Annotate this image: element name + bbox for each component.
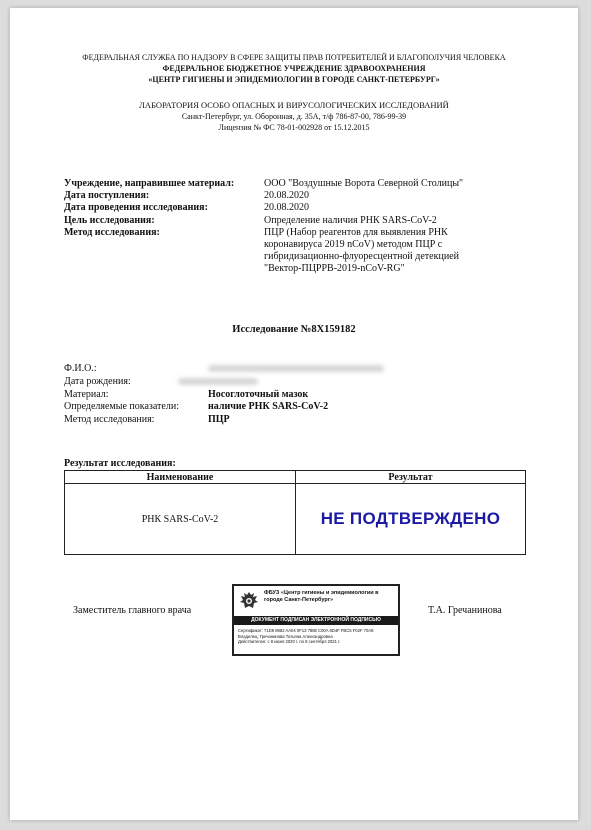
eagle-emblem-icon (238, 590, 260, 612)
info-label: Цель исследования: (64, 214, 155, 226)
result-header-row (65, 471, 526, 484)
patient-row (64, 389, 534, 402)
header-institution: ФЕДЕРАЛЬНОЕ БЮДЖЕТНОЕ УЧРЕЖДЕНИЕ ЗДРАВООХРАНЕНИЯ (162, 64, 426, 73)
result-value: НЕ ПОДТВЕРЖДЕНО (320, 509, 501, 528)
stamp-organization: ФБУЗ «Центр гигиены и эпидемиологии в городе Санкт-Петербург» (264, 590, 379, 603)
stamp-certificate: Сертификат: 71D9 8982 AA04 0F13 7886 C00A 6D4F FBC5 F02F 70A8 (238, 628, 374, 633)
info-row (64, 227, 534, 276)
column-header-name: Наименование (65, 471, 296, 484)
info-value: ООО "Воздушные Ворота Северной Столицы" (264, 178, 464, 189)
info-row (64, 190, 534, 202)
patient-value: ПЦР (208, 414, 230, 426)
info-row (64, 215, 534, 227)
patient-label: Материал: (64, 388, 109, 400)
result-label: Результат исследования: (64, 458, 176, 469)
stamp-validity: Действителен: с 8 июня 2020 г. по 8 сентября 2021 г. (238, 639, 341, 645)
patient-value (208, 363, 534, 376)
header-block (10, 52, 578, 85)
header-service: ФЕДЕРАЛЬНАЯ СЛУЖБА ПО НАДЗОРУ В СФЕРЕ ЗАЩИТЫ ПРАВ ПОТРЕБИТЕЛЕЙ И БЛАГОПОЛУЧИЯ ЧЕЛОВЕКА (82, 53, 506, 62)
result-name-cell: РНК SARS-CoV-2 (65, 484, 296, 555)
lab-block (10, 100, 578, 133)
patient-label: Ф.И.О.: (64, 363, 97, 374)
document-page (10, 8, 578, 820)
info-value: Определение наличия РНК SARS-CoV-2 (264, 214, 437, 226)
stamp-certificate-details (238, 628, 394, 645)
patient-row (64, 401, 534, 414)
redacted-name (208, 365, 384, 372)
signer-position: Заместитель главного врача (73, 605, 192, 616)
electronic-signature-stamp (232, 584, 400, 656)
stamp-banner: ДОКУМЕНТ ПОДПИСАН ЭЛЕКТРОННОЙ ПОДПИСЬЮ (234, 616, 398, 625)
patient-value: Носоглоточный мазок (208, 388, 309, 400)
lab-name: ЛАБОРАТОРИЯ ОСОБО ОПАСНЫХ И ВИРУСОЛОГИЧЕСКИХ ИССЛЕДОВАНИЙ (139, 100, 449, 110)
patient-label: Определяемые показатели: (64, 401, 179, 413)
info-row (64, 202, 534, 214)
info-value: 20.08.2020 (264, 190, 309, 202)
patient-info (64, 363, 534, 427)
patient-value (208, 376, 534, 389)
info-label: Дата поступления: (64, 190, 150, 202)
patient-row (64, 376, 534, 389)
patient-row (64, 414, 534, 427)
signer-name: Т.А. Гречанинова (428, 605, 502, 616)
info-label: Метод исследования: (64, 226, 160, 238)
redacted-birthdate (178, 378, 258, 385)
header-center: «ЦЕНТР ГИГИЕНЫ И ЭПИДЕМИОЛОГИИ В ГОРОДЕ САНКТ-ПЕТЕРБУРГ» (148, 75, 440, 84)
stamp-owner: Владелец: Гречанинова Татьяна Александровна (238, 633, 333, 639)
lab-address: Санкт-Петербург, ул. Оборонная, д. 35А, т/ф 786-87-00, 786-99-39 (181, 112, 407, 121)
info-label: Дата проведения исследования: (64, 202, 208, 214)
lab-license: Лицензия № ФС 78-01-002928 от 15.12.2015 (218, 123, 370, 132)
info-row (64, 178, 534, 190)
info-label: Учреждение, направившее материал: (64, 178, 235, 189)
patient-value: наличие РНК SARS-CoV-2 (208, 401, 329, 413)
patient-label: Дата рождения: (64, 375, 131, 387)
result-table (64, 470, 526, 555)
info-value: 20.08.2020 (264, 202, 309, 214)
patient-label: Метод исследования: (64, 414, 155, 426)
referral-info (64, 178, 534, 276)
column-header-result: Результат (296, 471, 526, 484)
result-row (65, 484, 526, 555)
result-value-cell (296, 484, 526, 555)
study-title: Исследование №8X159182 (232, 324, 356, 335)
info-value: ПЦР (Набор реагентов для выявления РНК коронавируса 2019 nCoV) методом ПЦР с гибридизационно-флуоресцентной детекцией "Вектор-ПЦРРВ-2019-nCoV-RG" (264, 226, 459, 275)
patient-row (64, 363, 534, 376)
